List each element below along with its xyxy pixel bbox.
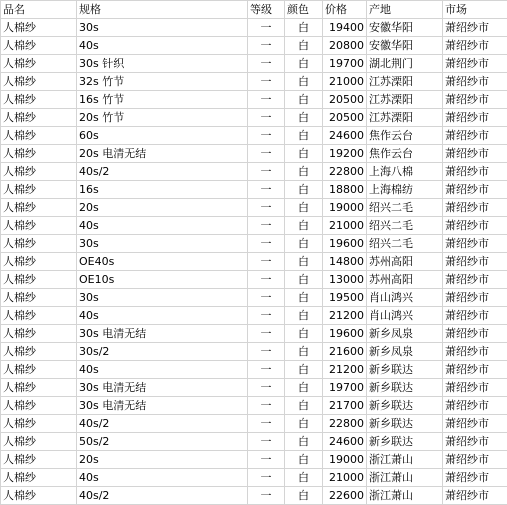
- cell-spec: 20s 电清无结: [77, 145, 248, 163]
- header-grade: 等级: [248, 1, 285, 19]
- cell-product-name: 人棉纱: [1, 487, 77, 505]
- cell-origin: 上海棉纺: [367, 181, 443, 199]
- cell-grade: 一: [248, 289, 285, 307]
- cell-price: 22800: [323, 163, 367, 181]
- cell-spec: OE10s: [77, 271, 248, 289]
- cell-product-name: 人棉纱: [1, 253, 77, 271]
- cell-grade: 一: [248, 433, 285, 451]
- table-row: [1, 379, 507, 397]
- table-body: [1, 19, 507, 505]
- table-row: [1, 73, 507, 91]
- cell-product-name: 人棉纱: [1, 433, 77, 451]
- table-row: [1, 343, 507, 361]
- header-product-name: 品名: [1, 1, 77, 19]
- table-row: [1, 163, 507, 181]
- table-row: [1, 217, 507, 235]
- cell-product-name: 人棉纱: [1, 145, 77, 163]
- cell-market: 萧绍纱市: [443, 289, 507, 307]
- table-row: [1, 397, 507, 415]
- table-row: [1, 181, 507, 199]
- cell-color: 白: [285, 109, 323, 127]
- cell-product-name: 人棉纱: [1, 451, 77, 469]
- cell-color: 白: [285, 415, 323, 433]
- cell-market: 萧绍纱市: [443, 199, 507, 217]
- header-market: 市场: [443, 1, 507, 19]
- cell-market: 萧绍纱市: [443, 307, 507, 325]
- cell-spec: 30s 电清无结: [77, 379, 248, 397]
- cell-grade: 一: [248, 235, 285, 253]
- cell-color: 白: [285, 199, 323, 217]
- cell-color: 白: [285, 451, 323, 469]
- cell-origin: 焦作云台: [367, 145, 443, 163]
- cell-price: 21000: [323, 73, 367, 91]
- cell-price: 19200: [323, 145, 367, 163]
- cell-market: 萧绍纱市: [443, 37, 507, 55]
- cell-price: 21200: [323, 361, 367, 379]
- cell-market: 萧绍纱市: [443, 91, 507, 109]
- cell-origin: 江苏溧阳: [367, 91, 443, 109]
- cell-spec: 30s 针织: [77, 55, 248, 73]
- table-row: [1, 469, 507, 487]
- table-row: [1, 91, 507, 109]
- cell-origin: 浙江萧山: [367, 469, 443, 487]
- cell-color: 白: [285, 487, 323, 505]
- table-row: [1, 109, 507, 127]
- cell-market: 萧绍纱市: [443, 415, 507, 433]
- table-row: [1, 487, 507, 505]
- cell-product-name: 人棉纱: [1, 397, 77, 415]
- cell-grade: 一: [248, 217, 285, 235]
- cell-spec: OE40s: [77, 253, 248, 271]
- cell-price: 14800: [323, 253, 367, 271]
- cell-grade: 一: [248, 163, 285, 181]
- cell-spec: 30s 电清无结: [77, 397, 248, 415]
- cell-color: 白: [285, 343, 323, 361]
- cell-origin: 新乡联达: [367, 397, 443, 415]
- cell-origin: 新乡联达: [367, 379, 443, 397]
- table-row: [1, 127, 507, 145]
- cell-product-name: 人棉纱: [1, 127, 77, 145]
- cell-origin: 新乡联达: [367, 433, 443, 451]
- cell-market: 萧绍纱市: [443, 433, 507, 451]
- cell-product-name: 人棉纱: [1, 109, 77, 127]
- cell-spec: 30s: [77, 19, 248, 37]
- cell-price: 22800: [323, 415, 367, 433]
- cell-product-name: 人棉纱: [1, 91, 77, 109]
- cell-color: 白: [285, 217, 323, 235]
- cell-product-name: 人棉纱: [1, 379, 77, 397]
- cell-color: 白: [285, 127, 323, 145]
- cell-grade: 一: [248, 55, 285, 73]
- cell-market: 萧绍纱市: [443, 397, 507, 415]
- cell-spec: 16s 竹节: [77, 91, 248, 109]
- cell-color: 白: [285, 397, 323, 415]
- cell-spec: 40s: [77, 469, 248, 487]
- cell-origin: 浙江萧山: [367, 451, 443, 469]
- cell-price: 19700: [323, 55, 367, 73]
- cell-grade: 一: [248, 397, 285, 415]
- cell-product-name: 人棉纱: [1, 235, 77, 253]
- cell-market: 萧绍纱市: [443, 325, 507, 343]
- cell-grade: 一: [248, 307, 285, 325]
- cell-grade: 一: [248, 361, 285, 379]
- cell-product-name: 人棉纱: [1, 19, 77, 37]
- cell-price: 24600: [323, 433, 367, 451]
- cell-price: 21600: [323, 343, 367, 361]
- header-price: 价格: [323, 1, 367, 19]
- table-row: [1, 271, 507, 289]
- cell-grade: 一: [248, 181, 285, 199]
- cell-origin: 新乡凤泉: [367, 343, 443, 361]
- cell-market: 萧绍纱市: [443, 361, 507, 379]
- cell-spec: 40s/2: [77, 415, 248, 433]
- cell-color: 白: [285, 37, 323, 55]
- cell-product-name: 人棉纱: [1, 73, 77, 91]
- cell-origin: 安徽华阳: [367, 19, 443, 37]
- cell-origin: 上海八棉: [367, 163, 443, 181]
- cell-product-name: 人棉纱: [1, 289, 77, 307]
- cell-grade: 一: [248, 379, 285, 397]
- cell-color: 白: [285, 289, 323, 307]
- table-row: [1, 415, 507, 433]
- table-row: [1, 307, 507, 325]
- cell-price: 19400: [323, 19, 367, 37]
- cell-spec: 40s/2: [77, 487, 248, 505]
- table-row: [1, 55, 507, 73]
- cell-grade: 一: [248, 37, 285, 55]
- header-color: 颜色: [285, 1, 323, 19]
- cell-spec: 30s 电清无结: [77, 325, 248, 343]
- cell-price: 19700: [323, 379, 367, 397]
- cell-origin: 焦作云台: [367, 127, 443, 145]
- table-row: [1, 37, 507, 55]
- cell-market: 萧绍纱市: [443, 451, 507, 469]
- table-row: [1, 199, 507, 217]
- cell-price: 20500: [323, 109, 367, 127]
- cell-price: 19500: [323, 289, 367, 307]
- table-row: [1, 145, 507, 163]
- cell-grade: 一: [248, 109, 285, 127]
- cell-origin: 苏州高阳: [367, 271, 443, 289]
- cell-color: 白: [285, 325, 323, 343]
- cell-origin: 绍兴二毛: [367, 199, 443, 217]
- cell-origin: 肖山鸿兴: [367, 307, 443, 325]
- cell-origin: 绍兴二毛: [367, 217, 443, 235]
- cell-spec: 40s/2: [77, 163, 248, 181]
- cell-product-name: 人棉纱: [1, 37, 77, 55]
- cell-market: 萧绍纱市: [443, 73, 507, 91]
- cell-color: 白: [285, 91, 323, 109]
- cell-market: 萧绍纱市: [443, 19, 507, 37]
- table-row: [1, 451, 507, 469]
- table-row: [1, 361, 507, 379]
- cell-product-name: 人棉纱: [1, 325, 77, 343]
- cell-origin: 湖北荆门: [367, 55, 443, 73]
- cell-spec: 20s: [77, 451, 248, 469]
- cell-market: 萧绍纱市: [443, 217, 507, 235]
- cell-market: 萧绍纱市: [443, 235, 507, 253]
- cell-price: 19600: [323, 325, 367, 343]
- cell-grade: 一: [248, 127, 285, 145]
- cell-grade: 一: [248, 199, 285, 217]
- cell-price: 21700: [323, 397, 367, 415]
- cell-spec: 60s: [77, 127, 248, 145]
- header-origin: 产地: [367, 1, 443, 19]
- cell-origin: 江苏溧阳: [367, 73, 443, 91]
- cell-product-name: 人棉纱: [1, 199, 77, 217]
- cell-product-name: 人棉纱: [1, 163, 77, 181]
- cell-price: 13000: [323, 271, 367, 289]
- cell-color: 白: [285, 73, 323, 91]
- cell-spec: 16s: [77, 181, 248, 199]
- cell-color: 白: [285, 55, 323, 73]
- cell-color: 白: [285, 253, 323, 271]
- cell-spec: 20s 竹节: [77, 109, 248, 127]
- cell-product-name: 人棉纱: [1, 307, 77, 325]
- cell-product-name: 人棉纱: [1, 361, 77, 379]
- cell-grade: 一: [248, 73, 285, 91]
- cell-price: 19000: [323, 451, 367, 469]
- table-row: [1, 235, 507, 253]
- cell-product-name: 人棉纱: [1, 55, 77, 73]
- cell-origin: 安徽华阳: [367, 37, 443, 55]
- cell-product-name: 人棉纱: [1, 271, 77, 289]
- cell-product-name: 人棉纱: [1, 469, 77, 487]
- cell-grade: 一: [248, 19, 285, 37]
- cell-price: 21000: [323, 469, 367, 487]
- cell-market: 萧绍纱市: [443, 163, 507, 181]
- cell-origin: 新乡凤泉: [367, 325, 443, 343]
- cell-market: 萧绍纱市: [443, 271, 507, 289]
- cell-grade: 一: [248, 325, 285, 343]
- cell-grade: 一: [248, 487, 285, 505]
- cell-color: 白: [285, 307, 323, 325]
- table-row: [1, 433, 507, 451]
- cell-origin: 绍兴二毛: [367, 235, 443, 253]
- cell-grade: 一: [248, 271, 285, 289]
- cell-grade: 一: [248, 145, 285, 163]
- cell-color: 白: [285, 145, 323, 163]
- cell-spec: 30s/2: [77, 343, 248, 361]
- cell-market: 萧绍纱市: [443, 109, 507, 127]
- cell-price: 21200: [323, 307, 367, 325]
- cell-market: 萧绍纱市: [443, 127, 507, 145]
- table-row: [1, 253, 507, 271]
- header-row: [1, 1, 507, 19]
- cell-color: 白: [285, 469, 323, 487]
- cell-price: 22600: [323, 487, 367, 505]
- cell-price: 19000: [323, 199, 367, 217]
- cell-spec: 40s: [77, 361, 248, 379]
- cell-spec: 20s: [77, 199, 248, 217]
- cell-spec: 40s: [77, 37, 248, 55]
- cell-grade: 一: [248, 91, 285, 109]
- cell-price: 24600: [323, 127, 367, 145]
- cell-origin: 苏州高阳: [367, 253, 443, 271]
- cell-grade: 一: [248, 343, 285, 361]
- cell-origin: 新乡联达: [367, 361, 443, 379]
- cell-color: 白: [285, 433, 323, 451]
- cell-spec: 30s: [77, 289, 248, 307]
- header-spec: 规格: [77, 1, 248, 19]
- cell-grade: 一: [248, 415, 285, 433]
- cell-color: 白: [285, 271, 323, 289]
- cell-product-name: 人棉纱: [1, 217, 77, 235]
- table-row: [1, 289, 507, 307]
- cell-color: 白: [285, 163, 323, 181]
- cell-market: 萧绍纱市: [443, 469, 507, 487]
- cell-product-name: 人棉纱: [1, 343, 77, 361]
- cell-spec: 50s/2: [77, 433, 248, 451]
- cell-color: 白: [285, 19, 323, 37]
- cell-spec: 40s: [77, 217, 248, 235]
- cell-market: 萧绍纱市: [443, 181, 507, 199]
- cell-price: 21000: [323, 217, 367, 235]
- cell-price: 20800: [323, 37, 367, 55]
- table-row: [1, 19, 507, 37]
- cell-product-name: 人棉纱: [1, 415, 77, 433]
- cell-market: 萧绍纱市: [443, 487, 507, 505]
- cell-market: 萧绍纱市: [443, 145, 507, 163]
- cell-product-name: 人棉纱: [1, 181, 77, 199]
- cell-price: 18800: [323, 181, 367, 199]
- cell-color: 白: [285, 235, 323, 253]
- cell-origin: 新乡联达: [367, 415, 443, 433]
- cell-color: 白: [285, 181, 323, 199]
- table-row: [1, 325, 507, 343]
- cell-market: 萧绍纱市: [443, 343, 507, 361]
- cell-price: 19600: [323, 235, 367, 253]
- cell-spec: 40s: [77, 307, 248, 325]
- cell-market: 萧绍纱市: [443, 379, 507, 397]
- cell-origin: 浙江萧山: [367, 487, 443, 505]
- cell-color: 白: [285, 379, 323, 397]
- cell-color: 白: [285, 361, 323, 379]
- cell-origin: 肖山鸿兴: [367, 289, 443, 307]
- cell-spec: 32s 竹节: [77, 73, 248, 91]
- cell-market: 萧绍纱市: [443, 55, 507, 73]
- cell-market: 萧绍纱市: [443, 253, 507, 271]
- cell-origin: 江苏溧阳: [367, 109, 443, 127]
- cell-price: 20500: [323, 91, 367, 109]
- cell-spec: 30s: [77, 235, 248, 253]
- cell-grade: 一: [248, 469, 285, 487]
- cell-grade: 一: [248, 253, 285, 271]
- cell-grade: 一: [248, 451, 285, 469]
